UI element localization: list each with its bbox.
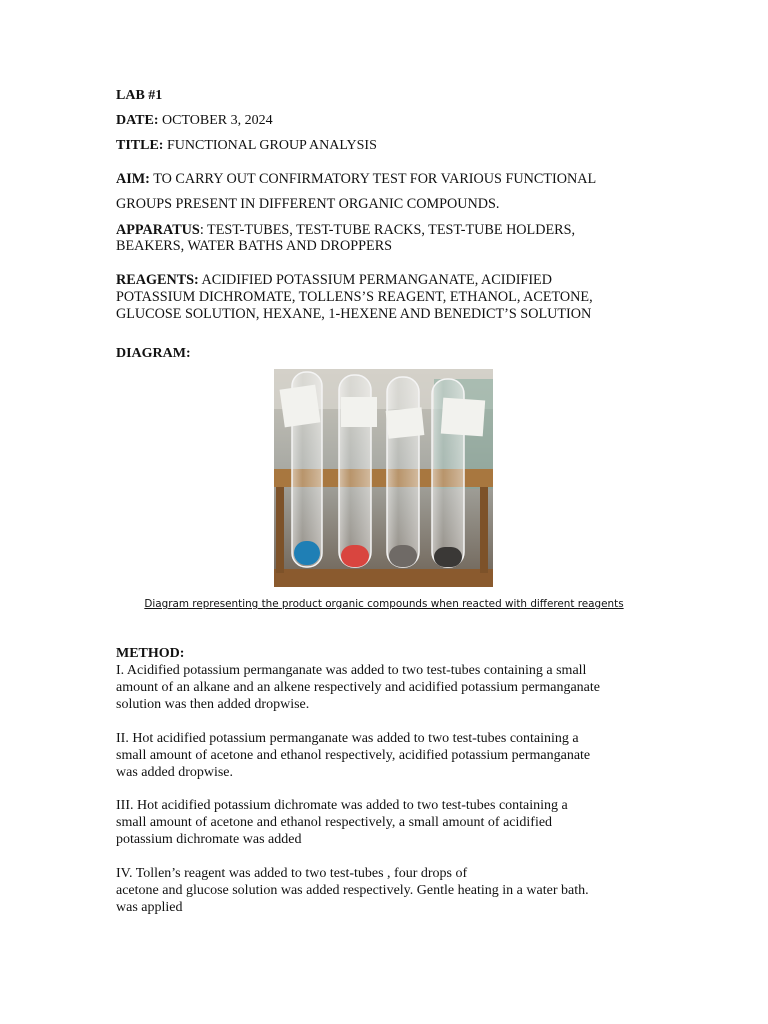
aim-line-2 (116, 196, 499, 213)
apparatus-line-1 (116, 222, 575, 239)
method-step-line: solution was then added dropwise. (116, 697, 310, 712)
tube-label-paper (341, 397, 377, 427)
tube-liquid (341, 545, 369, 567)
reagents-line-3 (116, 306, 591, 323)
method-step-1 (116, 662, 656, 713)
method-step-line: acetone and glucose solution was added respectively. Gentle heating in a water bath. (116, 883, 589, 898)
method-step-3 (116, 797, 656, 848)
apparatus-text-2: BEAKERS, WATER BATHS AND DROPPERS (116, 238, 393, 254)
diagram-label: DIAGRAM: (116, 346, 191, 361)
test-tube-3 (386, 377, 425, 567)
reagents-line-1 (116, 272, 552, 289)
lab-label: LAB #1 (116, 88, 163, 103)
date-value: OCTOBER 3, 2024 (162, 113, 273, 128)
tube-liquid (434, 547, 462, 567)
title-label: TITLE: (116, 138, 164, 153)
apparatus-text-1: : TEST-TUBES, TEST-TUBE RACKS, TEST-TUBE HOLDERS, (199, 222, 576, 238)
test-tubes-photo (274, 369, 493, 587)
method-step-line: small amount of acetone and ethanol respectively, acidified potassium permanganate (116, 748, 591, 763)
tube-liquid (389, 545, 417, 567)
aim-line-1 (116, 171, 596, 188)
title-value: FUNCTIONAL GROUP ANALYSIS (166, 138, 377, 153)
method-step-line: II. Hot acidified potassium permanganate was added to two test-tubes containing a (116, 731, 579, 746)
method-step-line: small amount of acetone and ethanol respectively, a small amount of acidified (116, 815, 553, 830)
apparatus-line-2 (116, 238, 392, 255)
rack-post-right (480, 487, 488, 573)
tube-label-paper (386, 407, 425, 439)
method-step-line: III. Hot acidified potassium dichromate was added to two test-tubes containing a (116, 798, 568, 813)
method-label: METHOD: (116, 646, 185, 661)
reagents-text-3: GLUCOSE SOLUTION, HEXANE, 1-HEXENE AND BENEDICT’S SOLUTION (116, 306, 592, 322)
rack-post-left (276, 487, 284, 573)
method-step-2 (116, 730, 656, 781)
method-step-line: potassium dichromate was added (116, 832, 302, 847)
tube-glass (387, 377, 419, 567)
method-step-line: was added dropwise. (116, 765, 234, 780)
aim-text-1: TO CARRY OUT CONFIRMATORY TEST FOR VARIOUS FUNCTIONAL (153, 171, 597, 187)
reagents-label: REAGENTS: (116, 272, 199, 288)
date-line (116, 112, 273, 129)
reagents-text-1: ACIDIFIED POTASSIUM PERMANGANATE, ACIDIFIED (201, 272, 552, 288)
title-line (116, 137, 377, 154)
aim-text-2: GROUPS PRESENT IN DIFFERENT ORGANIC COMPOUNDS. (116, 196, 500, 212)
tube-liquid (294, 541, 320, 565)
method-step-4 (116, 865, 656, 916)
rack-base (274, 569, 493, 587)
lab-heading (116, 87, 162, 104)
reagents-text-2: POTASSIUM DICHROMATE, TOLLENS’S REAGENT, ETHANOL, ACETONE, (116, 289, 593, 305)
method-step-line: IV. Tollen’s reagent was added to two test-tubes , four drops of (116, 866, 468, 881)
method-heading (116, 645, 184, 662)
test-tube-2 (339, 375, 377, 567)
diagram-caption: Diagram representing the product organic compounds when reacted with different reagents (144, 598, 624, 610)
tube-label-paper (441, 398, 485, 437)
method-step-line: I. Acidified potassium permanganate was added to two test-tubes containing a small (116, 663, 587, 678)
aim-label: AIM: (116, 171, 150, 187)
diagram-heading (116, 345, 191, 362)
date-label: DATE: (116, 113, 159, 128)
apparatus-label: APPARATUS (116, 222, 200, 238)
tube-label-paper (280, 385, 321, 428)
method-step-line: was applied (116, 900, 183, 915)
method-step-line: amount of an alkane and an alkene respectively and acidified potassium permanganate (116, 680, 600, 695)
reagents-line-2 (116, 289, 593, 306)
